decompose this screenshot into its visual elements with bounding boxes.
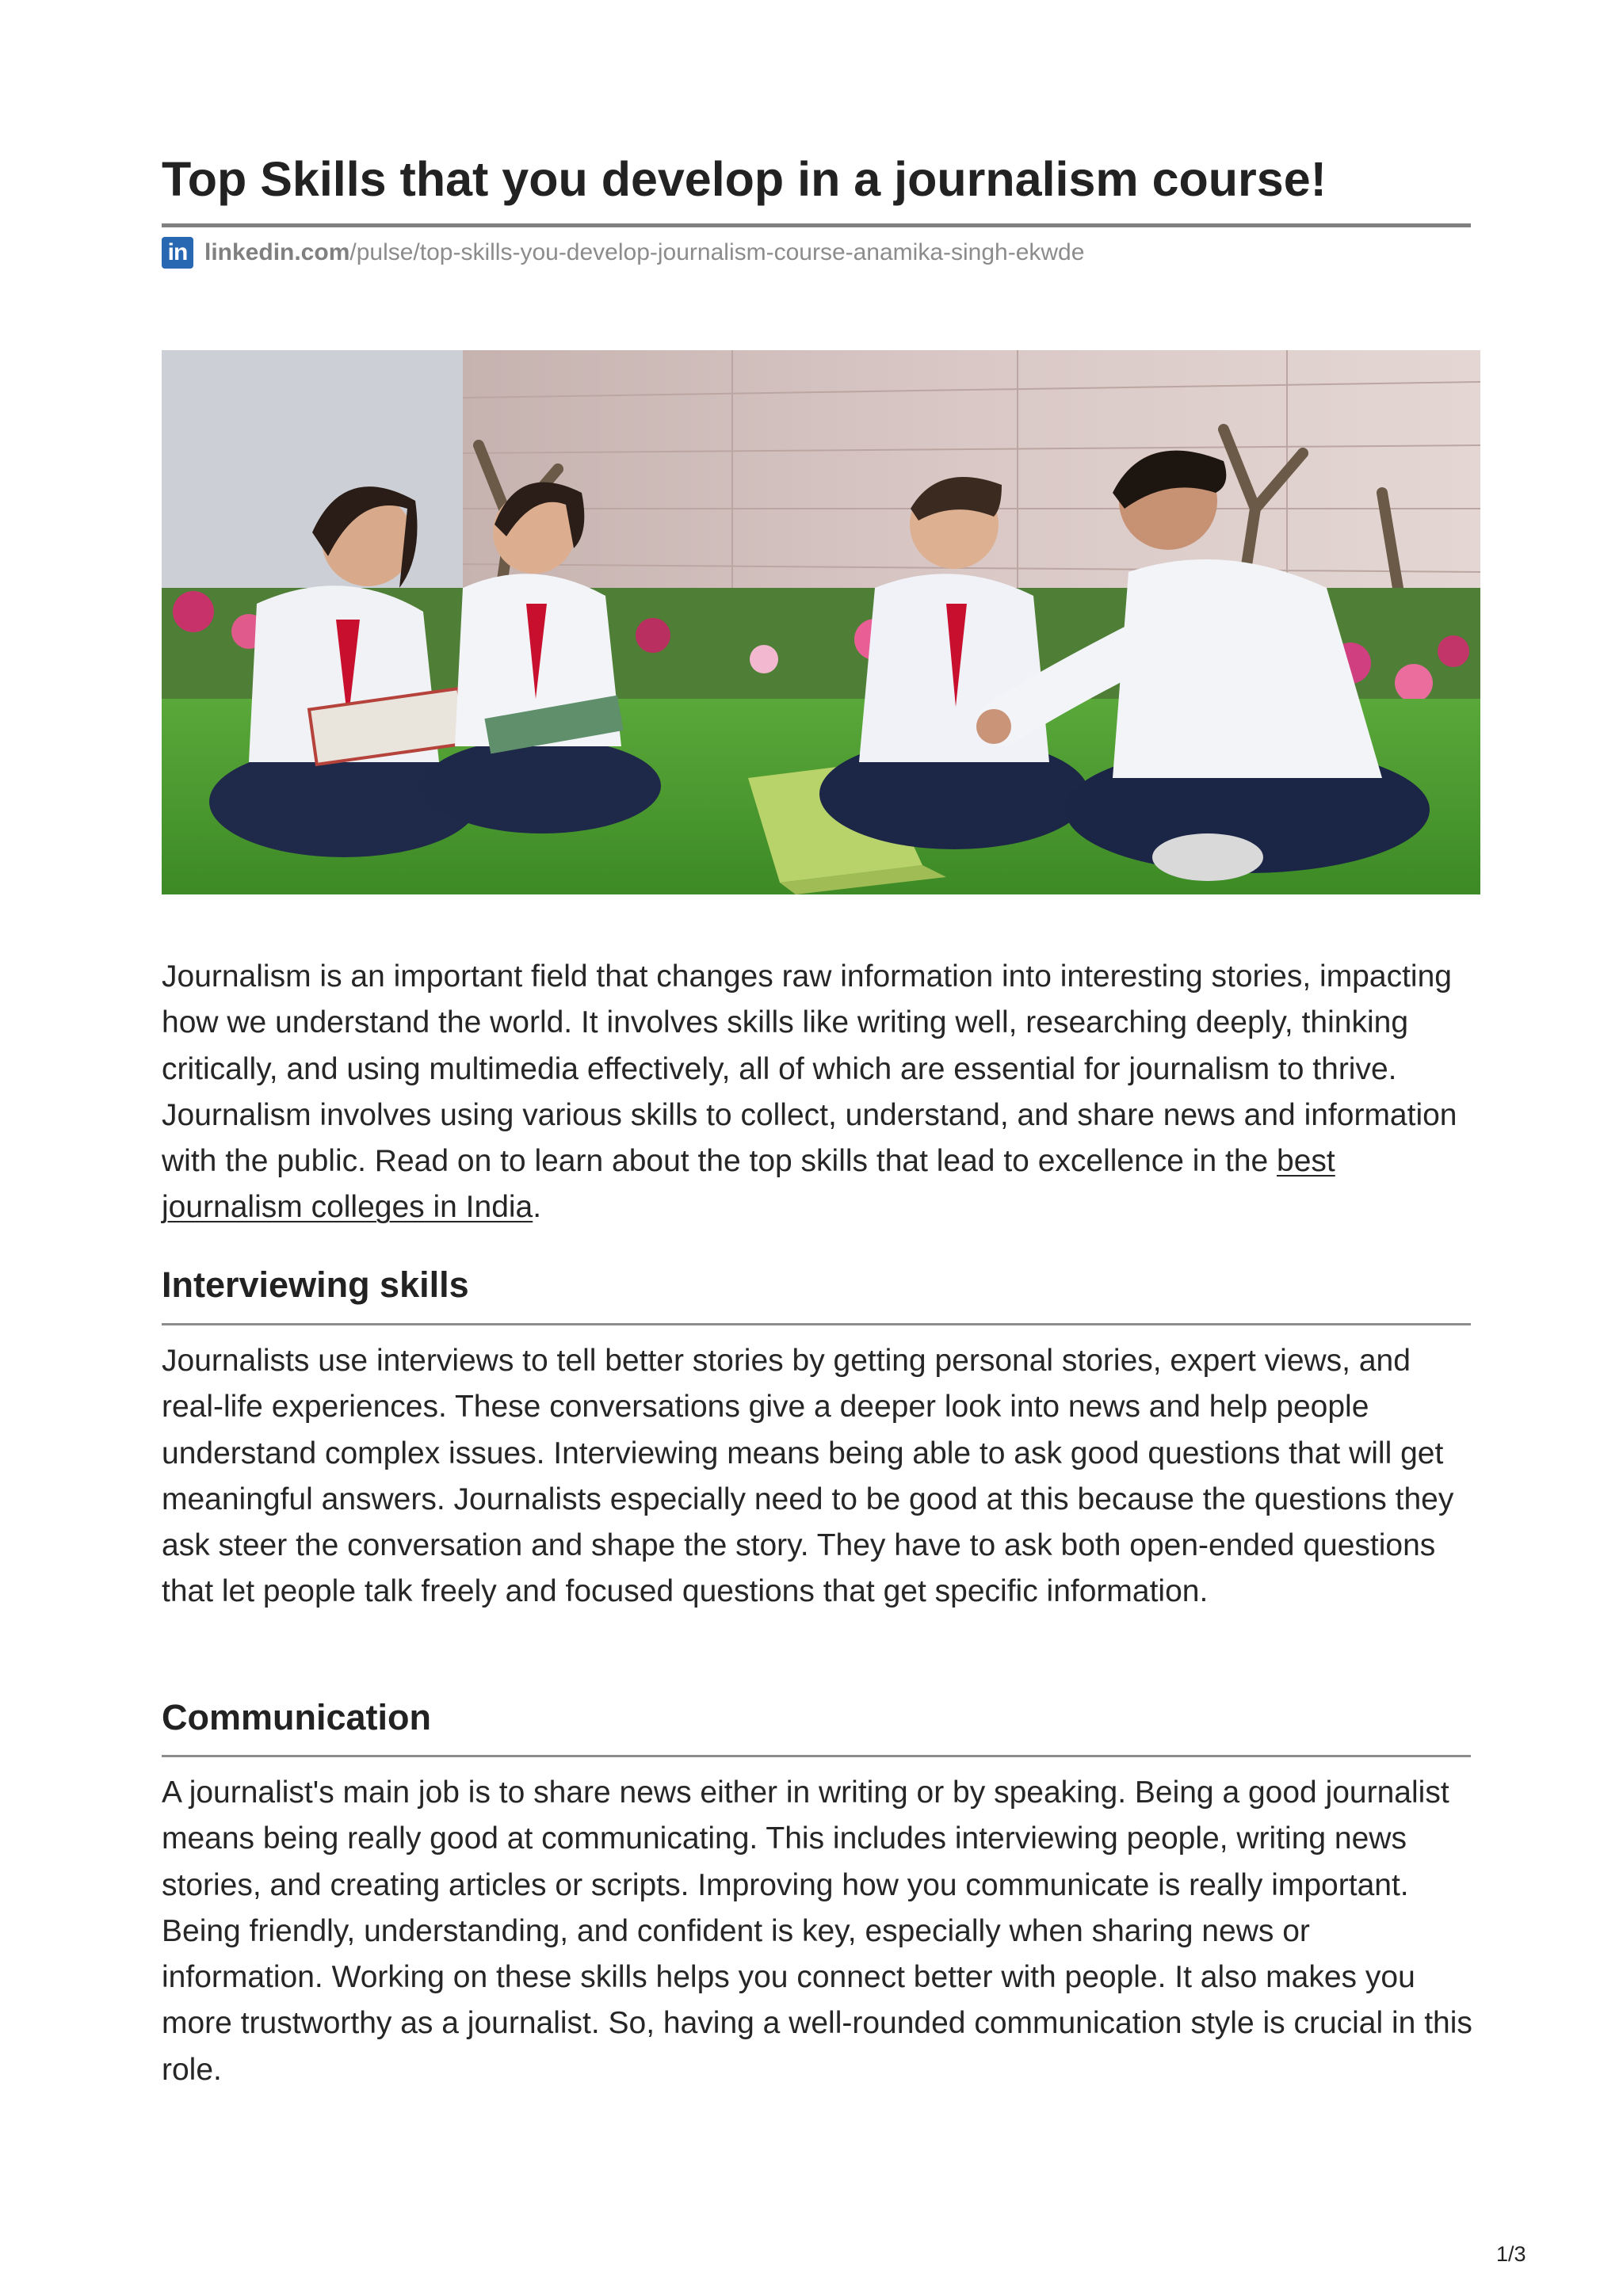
best-link[interactable]: best <box>1277 1144 1335 1179</box>
intro-end: . <box>533 1190 542 1225</box>
section-divider <box>162 1755 1471 1757</box>
source-path[interactable]: /pulse/top-skills-you-develop-journalism-course-anamika-singh-ekwde <box>349 239 1085 265</box>
hero-image <box>162 350 1480 894</box>
source-domain[interactable]: linkedin.com <box>204 239 350 265</box>
section-body-interviewing: Journalists use interviews to tell better stories by getting personal stories, expert views, and real-life experiences. These conversations give a deeper look into news and help people understand complex issues. Interviewing means being able to ask good questions that will get meaningful answers. Journalists especially need to be good at this because the questions they ask steer the conversation and shape the story. They have to ask both open-ended questions that let people talk freely and focused questions that get specific information. <box>162 1344 1454 1609</box>
linkedin-icon: in <box>162 237 193 269</box>
source-line <box>162 236 1084 269</box>
students-on-lawn-illustration <box>162 350 1480 894</box>
journalism-colleges-link[interactable]: journalism colleges in India <box>162 1190 533 1225</box>
intro-paragraph <box>162 954 1477 1231</box>
section-heading-communication: Communication <box>162 1697 432 1737</box>
intro-text: Journalism is an important field that changes raw information into interesting stories, impacting how we understand the world. It involves skills like writing well, researching deeply, thinking critically, and using multimedia effectively, all of which are essential for journalism to thrive. Journalism involves using various skills to collect, understand, and share news and information with the public. Read on to learn about the top skills that lead to excellence in the <box>162 959 1457 1179</box>
page-number: 1/3 <box>1496 2242 1526 2266</box>
section-body-communication: A journalist's main job is to share news either in writing or by speaking. Being a good journalist means being really good at communicating. This includes interviewing people, writing news stories, and creating articles or scripts. Improving how you communicate is really important. Being friendly, understanding, and confident is key, especially when sharing news or information. Working on these skills helps you connect better with people. It also makes you more trustworthy as a journalist. So, having a well-rounded communication style is crucial in this role. <box>162 1775 1472 2087</box>
section-divider <box>162 1323 1471 1325</box>
section-heading-interviewing: Interviewing skills <box>162 1264 469 1305</box>
article-title: Top Skills that you develop in a journalism course! <box>162 152 1327 206</box>
title-divider <box>162 223 1471 227</box>
